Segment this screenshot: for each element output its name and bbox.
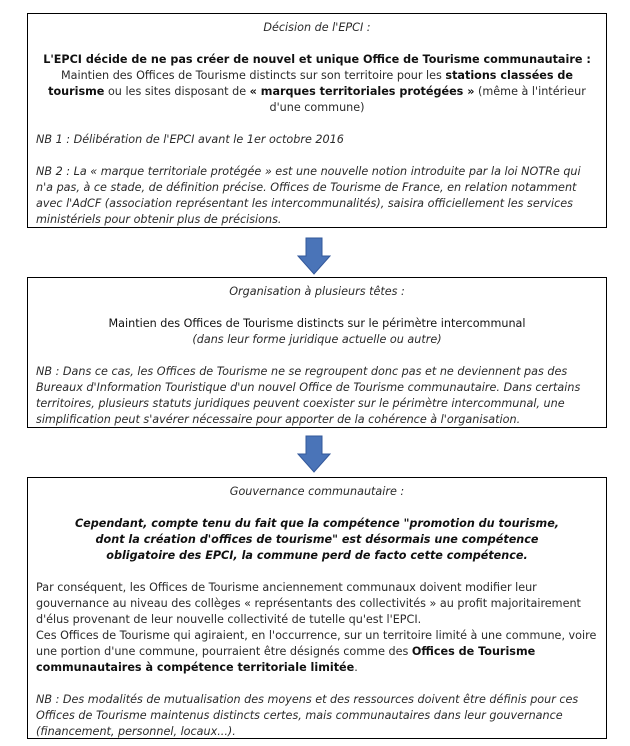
- gouvernance-para2: [36, 628, 598, 676]
- gouvernance-box: [27, 477, 607, 739]
- stations-classees: stations classées de tourisme: [48, 69, 574, 98]
- decision-text-a: Maintien des Offices de Tourisme distincts sur son territoire pour les: [60, 69, 446, 82]
- decision-text-b: ou les sites disposant de: [104, 85, 250, 98]
- decision-box: [27, 13, 607, 228]
- offices-communautaires: Offices de Tourisme communautaires à compétence territoriale limitée: [36, 645, 536, 674]
- gouvernance-title: Cependant, compte tenu du fait que la compétence "promotion du tourisme, dont la création d'offices de tourisme" est désormais une compétence obligatoire des EPCI, la commune perd de facto cette compétence.: [74, 517, 560, 562]
- decision-nb1: NB 1 : Délibération de l'EPCI avant le 1er octobre 2016: [36, 133, 344, 146]
- gouvernance-para1: Par conséquent, les Offices de Tourisme anciennement communaux doivent modifier leur gouvernance au niveau des collèges « représentants des collectivités » au profit majoritairement d'élus provenant de leur nouvelle collectivité de tutelle qu'est l'EPCI.: [36, 581, 581, 626]
- down-arrow-icon: [297, 435, 331, 473]
- organisation-title: Maintien des Offices de Tourisme distincts sur le périmètre intercommunal: [108, 317, 526, 330]
- gouvernance-para2-end: .: [354, 661, 358, 674]
- organisation-box: [27, 277, 607, 428]
- decision-description: [36, 68, 598, 116]
- gouvernance-para2-text: Ces Offices de Tourisme qui agiraient, en l'occurrence, sur un territoire limité à une commune, voire une portion d'une commune, pourraient être désignés comme des: [36, 629, 597, 658]
- organisation-nb: NB : Dans ce cas, les Offices de Tourisme ne se regroupent donc pas et ne deviennent pas des Bureaux d'Information Touristique d'un nouvel Office de Tourisme communautaire. Dans certains territoires, plusieurs statuts juridiques peuvent coexister sur le périmètre intercommunal, une simplification peut s'avérer nécessaire pour apporter de la cohérence à l'organisation.: [36, 365, 581, 426]
- decision-heading: Décision de l'EPCI :: [263, 21, 371, 34]
- organisation-heading: Organisation à plusieurs têtes :: [229, 285, 405, 298]
- decision-text-c: (même à l'intérieur d'une commune): [269, 85, 586, 114]
- marques-territoriales: « marques territoriales protégées »: [249, 85, 475, 98]
- decision-title: L'EPCI décide de ne pas créer de nouvel et unique Office de Tourisme communautaire :: [43, 53, 591, 66]
- decision-nb2: NB 2 : La « marque territoriale protégée » est une nouvelle notion introduite par la loi NOTRe qui n'a pas, à ce stade, de définition précise. Offices de Tourisme de France, en relation notamment avec l'AdCF (association représentant les intercommunalités), saisira officiellement les services ministériels pour obtenir plus de précisions.: [36, 165, 581, 226]
- gouvernance-nb: NB : Des modalités de mutualisation des moyens et des ressources doivent être définis pour ces Offices de Tourisme maintenus distincts certes, mais communautaires dans leur gouvernance (financement, personnel, locaux...).: [36, 693, 579, 738]
- down-arrow-icon: [297, 237, 331, 275]
- organisation-subtitle: (dans leur forme juridique actuelle ou autre): [192, 333, 442, 346]
- gouvernance-heading: Gouvernance communautaire :: [229, 485, 405, 498]
